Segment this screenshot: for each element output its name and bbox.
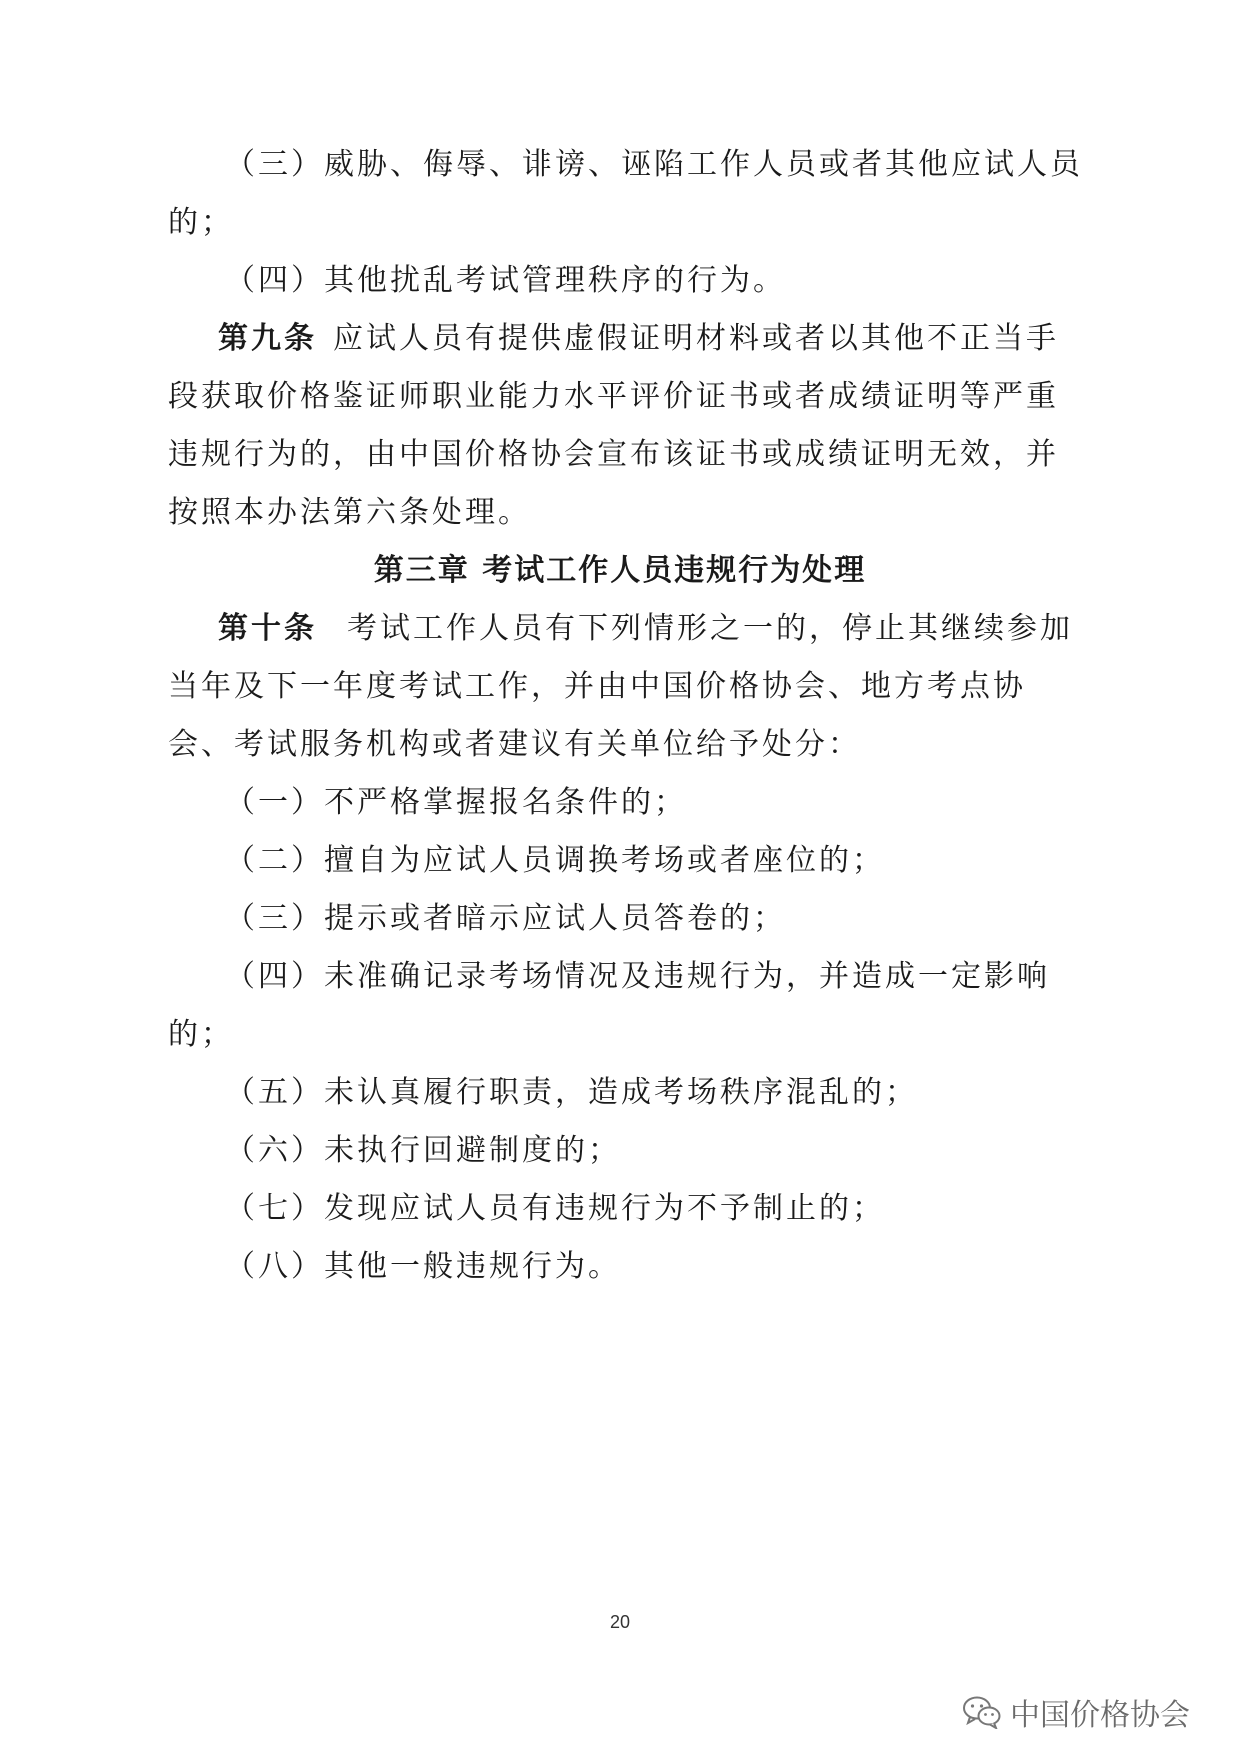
paragraph-line: （四）其他扰乱考试管理秩序的行为。 xyxy=(225,263,786,298)
article-label: 第十条 xyxy=(218,611,317,646)
paragraph-line: 段获取价格鉴证师职业能力水平评价证书或者成绩证明等严重 xyxy=(168,379,1059,414)
article-text: 应试人员有提供虚假证明材料或者以其他不正当手 xyxy=(333,321,1059,356)
list-item: （八）其他一般违规行为。 xyxy=(225,1249,621,1284)
article-label: 第九条 xyxy=(218,321,317,356)
list-item: （六）未执行回避制度的； xyxy=(225,1133,621,1168)
paragraph-line: （三）威胁、侮辱、诽谤、诬陷工作人员或者其他应试人员 xyxy=(225,147,1083,182)
paragraph-line: 会、考试服务机构或者建议有关单位给予处分： xyxy=(168,727,861,762)
list-item: （四）未准确记录考场情况及违规行为，并造成一定影响 xyxy=(225,959,1050,994)
list-item: （二）擅自为应试人员调换考场或者座位的； xyxy=(225,843,885,878)
list-item: （三）提示或者暗示应试人员答卷的； xyxy=(225,901,786,936)
list-item: （七）发现应试人员有违规行为不予制止的； xyxy=(225,1191,885,1226)
article-9-line xyxy=(218,319,1059,359)
paragraph-line: 的； xyxy=(168,1017,234,1052)
paragraph-line: 按照本办法第六条处理。 xyxy=(168,495,531,530)
article-10-line xyxy=(218,609,1073,649)
watermark-text: 中国价格协会 xyxy=(1010,1698,1190,1733)
page-number: 20 xyxy=(609,1612,631,1632)
list-item: （五）未认真履行职责，造成考场秩序混乱的； xyxy=(225,1075,918,1110)
article-text: 考试工作人员有下列情形之一的，停止其继续参加 xyxy=(347,611,1073,646)
paragraph-line: 的； xyxy=(168,205,234,240)
list-item: （一）不严格掌握报名条件的； xyxy=(225,785,687,820)
wechat-icon xyxy=(962,1695,1002,1729)
paragraph-line: 违规行为的，由中国价格协会宣布该证书或成绩证明无效，并 xyxy=(168,437,1059,472)
paragraph-line: 当年及下一年度考试工作，并由中国价格协会、地方考点协 xyxy=(168,669,1026,704)
watermark xyxy=(962,1690,1190,1734)
chapter-heading: 第三章 考试工作人员违规行为处理 xyxy=(373,553,867,588)
